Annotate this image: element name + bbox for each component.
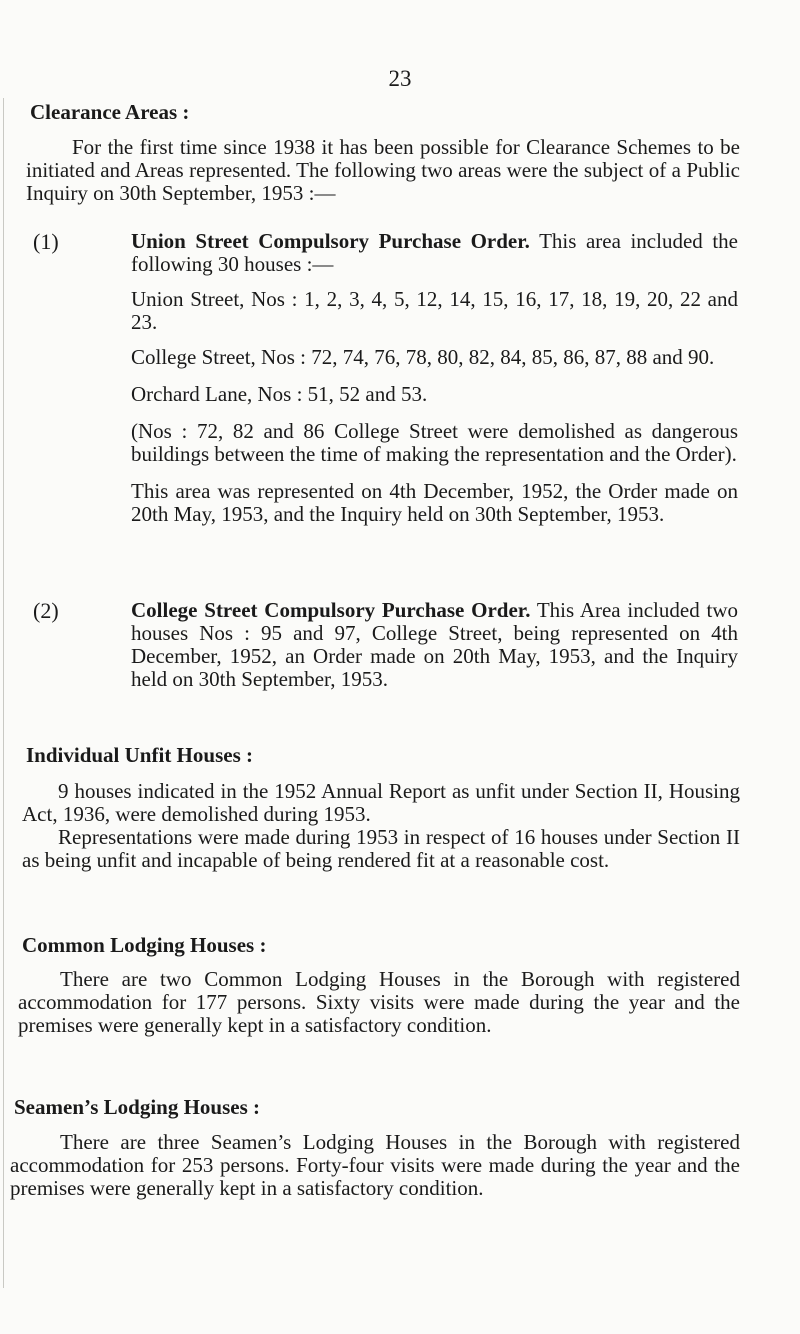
item-1-block [131, 230, 738, 526]
item-2-number: (2) [33, 598, 59, 623]
item-2-title: College Street Compulsory Purchase Order. [131, 598, 531, 622]
item-2-paragraph [131, 599, 738, 691]
item-2-title-rest: This Area included two houses Nos : 95 and 97, College Street, being represented on 4th December, 1952, an Order made on 20th May, 1953, and the Inquiry held on 30th September, 1953. [131, 598, 738, 691]
common-lodging-heading: Common Lodging Houses : [22, 933, 267, 957]
clearance-intro-text: For the first time since 1938 it has been possible for Clearance Schemes to be initiated and Areas represented. The following two areas were the subject of a Public Inquiry on 30th September, 1953 :— [26, 135, 740, 205]
item-2-block [131, 599, 738, 691]
common-lodging-paragraph [18, 968, 740, 1037]
page-number: 23 [388, 66, 412, 91]
common-lodging-text: There are two Common Lodging Houses in the Borough with registered accommodation for 177 persons. Sixty visits were made during the year and the premises were generally kept in a satisfactory condition. [18, 967, 740, 1037]
clearance-intro-paragraph [26, 136, 740, 205]
unfit-houses-heading: Individual Unfit Houses : [26, 743, 253, 767]
binding-edge-line [3, 98, 4, 1288]
seamens-lodging-heading: Seamen’s Lodging Houses : [14, 1095, 261, 1119]
unfit-paragraph-2 [22, 826, 740, 872]
item-1-title-paragraph [131, 230, 738, 276]
item-1-orchard-lane-line: Orchard Lane, Nos : 51, 52 and 53. [131, 382, 428, 406]
clearance-areas-heading: Clearance Areas : [30, 100, 190, 124]
unfit-paragraph-2-text: Representations were made during 1953 in respect of 16 houses under Section II as being unfit and incapable of being rendered fit at a reasonable cost. [22, 825, 740, 872]
item-1-representation-note: This area was represented on 4th December, 1952, the Order made on 20th May, 1953, and the Inquiry held on 30th September, 1953. [131, 479, 738, 526]
item-1-college-street-line: College Street, Nos : 72, 74, 76, 78, 80, 82, 84, 85, 86, 87, 88 and 90. [131, 345, 715, 369]
item-1-title-rest: This area included the following 30 houses :— [131, 229, 738, 276]
item-1-demolished-note: (Nos : 72, 82 and 86 College Street were demolished as dangerous buildings between the time of making the representation and the Order). [131, 419, 738, 466]
item-1-title: Union Street Compulsory Purchase Order. [131, 229, 530, 253]
item-1-union-street-line: Union Street, Nos : 1, 2, 3, 4, 5, 12, 14, 15, 16, 17, 18, 19, 20, 22 and 23. [131, 287, 738, 334]
unfit-paragraph-1-text: 9 houses indicated in the 1952 Annual Report as unfit under Section II, Housing Act, 1936, were demolished during 1953. [22, 779, 740, 826]
seamens-lodging-paragraph [10, 1131, 740, 1200]
seamens-lodging-text: There are three Seamen’s Lodging Houses in the Borough with registered accommodation for 253 persons. Forty-four visits were made during the year and the premises were generally kept in a satisfactory condition. [10, 1130, 740, 1200]
item-1-number: (1) [33, 229, 59, 254]
unfit-paragraph-1 [22, 780, 740, 826]
